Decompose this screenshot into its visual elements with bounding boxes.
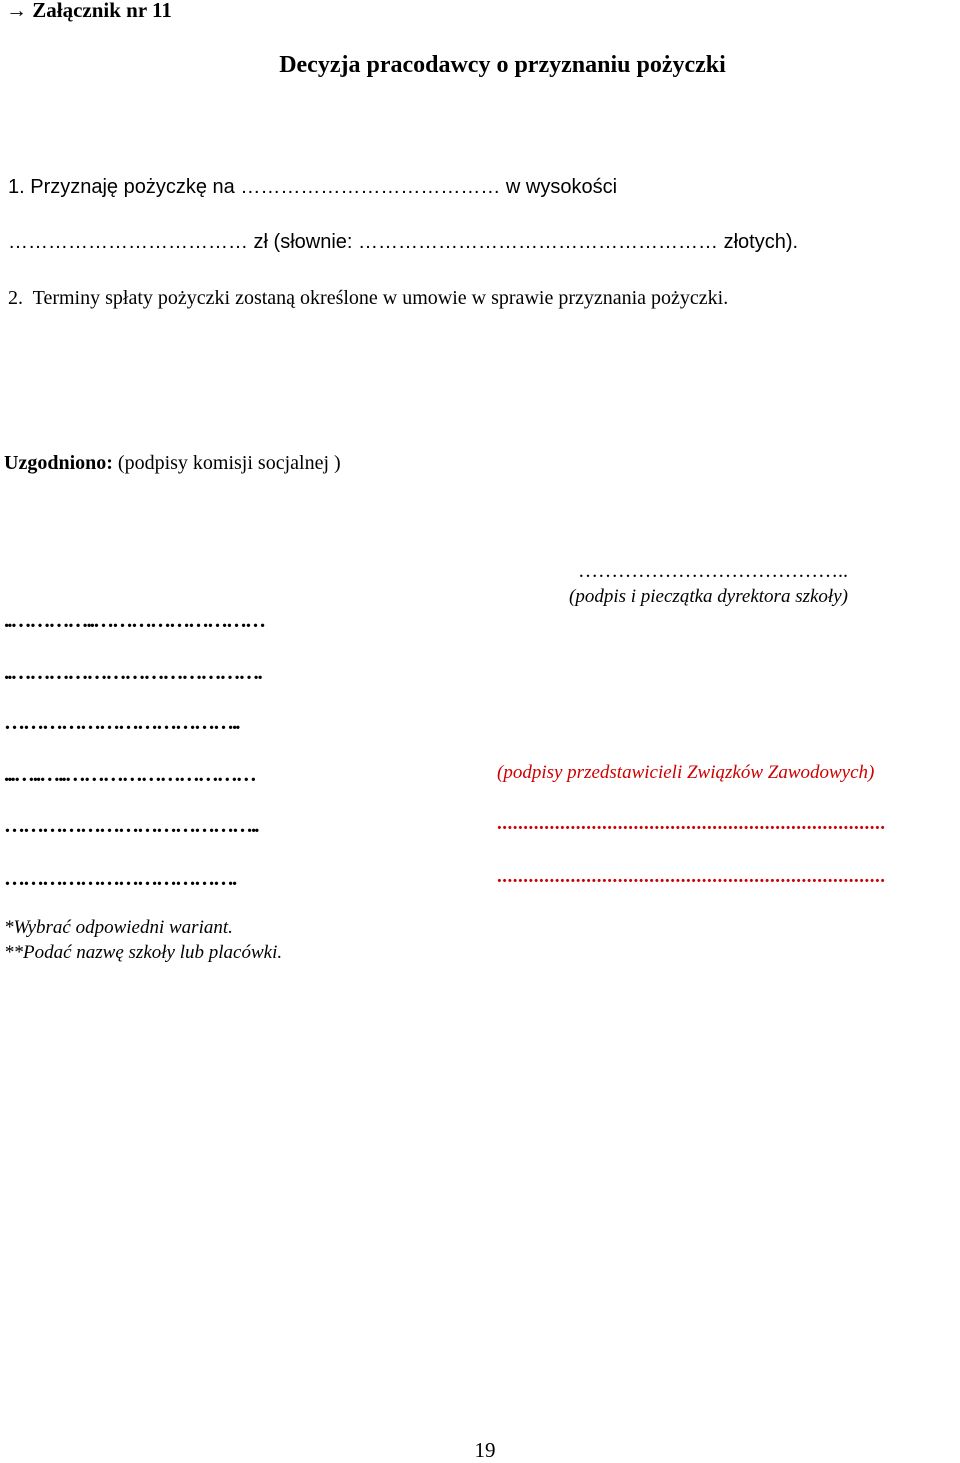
- item-2-text: Terminy spłaty pożyczki zostaną określone w umowie w sprawie przyznania pożyczki.: [32, 287, 729, 309]
- director-signature-line: …………………………………..: [578, 560, 848, 582]
- annex-label: Załącznik nr 11: [32, 0, 172, 22]
- union-signatures-label: (podpisy przedstawicieli Związków Zawodowych): [497, 762, 875, 783]
- item-2-number: 2.: [8, 287, 23, 309]
- commission-signature-line: ……………………………….: [4, 866, 236, 890]
- page-title: Decyzja pracodawcy o przyznaniu pożyczki: [279, 52, 726, 78]
- agreement-label: Uzgodniono:: [4, 452, 113, 474]
- item-1-line-2: ……………………………… zł (słownie: ……………………………………………… złotych).: [8, 231, 799, 253]
- commission-signature-line: ………………………………..: [4, 710, 239, 734]
- commission-signature-line: ...…..…..…………………………: [4, 762, 255, 786]
- item-2: [8, 287, 728, 310]
- agreement-note: (podpisy komisji socjalnej ): [117, 452, 341, 474]
- item-1-line-1: 1. Przyznaję pożyczkę na ………………………………… w wysokości: [8, 176, 618, 198]
- annex-heading: [6, 0, 172, 23]
- arrow-icon: →: [6, 0, 27, 22]
- footnote: *Wybrać odpowiedni wariant.: [4, 917, 233, 938]
- page-number: 19: [474, 1438, 496, 1462]
- commission-signature-line: …………………………………..: [4, 813, 258, 837]
- commission-signature-line: ..………………………………….: [4, 660, 261, 684]
- commission-signature-line: ..…………..………………………: [4, 608, 264, 632]
- director-signature-label: (podpis i pieczątka dyrektora szkoły): [569, 586, 848, 607]
- union-signature-line: ..........................................................................: [497, 866, 886, 887]
- footnote: **Podać nazwę szkoły lub placówki.: [4, 942, 283, 963]
- union-signature-line: ..........................................................................: [497, 813, 886, 834]
- agreement-line: [4, 452, 341, 475]
